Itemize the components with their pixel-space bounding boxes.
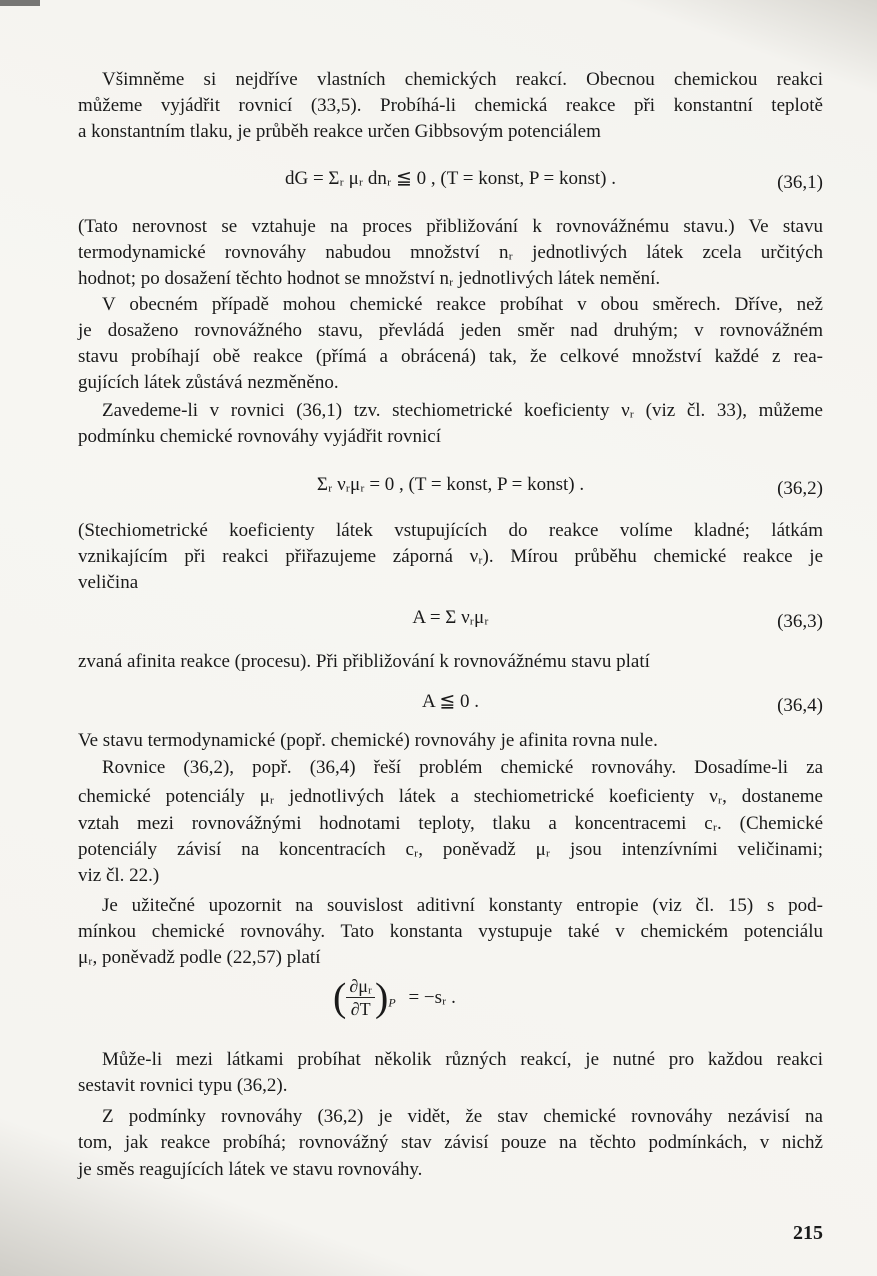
- text-line: V obecném případě mohou chemické reakce probíhat v obou směrech. Dříve, než: [102, 294, 823, 315]
- equation-body: A = Σ νᵣμᵣ: [412, 607, 489, 628]
- text-line: podmínku chemické rovnováhy vyjádřit rovnicí: [78, 426, 442, 447]
- text-line: mínkou chemické rovnováhy. Tato konstanta vystupuje také v chemickém potenciálu: [78, 921, 823, 942]
- subscript: P: [388, 995, 396, 1010]
- left-paren: (: [333, 974, 347, 1020]
- equation-partial-derivative: [78, 975, 823, 1035]
- text-line: veličina: [78, 572, 139, 593]
- equation-number: (36,4): [777, 695, 823, 716]
- text-line: termodynamické rovnováhy nabudou množství nᵣ jednotlivých látek zcela určitých: [78, 242, 823, 263]
- scan-edge-mark: [0, 0, 40, 6]
- text-line: je směs reagujících látek ve stavu rovnováhy.: [78, 1159, 423, 1180]
- text-line: viz čl. 22.): [78, 865, 160, 886]
- equation-body: Σᵣ νᵣμᵣ = 0 , (T = konst, P = konst) .: [316, 474, 585, 495]
- text-line: μᵣ, poněvadž podle (22,57) platí: [78, 947, 321, 968]
- text-line: Ve stavu termodynamické (popř. chemické) rovnováhy je afinita rovna nule.: [78, 730, 658, 751]
- text-line: sestavit rovnici typu (36,2).: [78, 1075, 288, 1096]
- fraction: [346, 975, 375, 1020]
- text-line: stavu probíhají obě reakce (přímá a obrácená) tak, že celkové množství každé z rea-: [78, 346, 823, 367]
- text-line: zvaná afinita reakce (procesu). Při přibližování k rovnovážnému stavu platí: [78, 651, 650, 672]
- text-line: hodnot; po dosažení těchto hodnot se množství nᵣ jednotlivých látek nemění.: [78, 268, 661, 289]
- numerator: ∂μᵣ: [346, 975, 375, 998]
- equation-number: (36,3): [777, 611, 823, 632]
- text-line: (Stechiometrické koeficienty látek vstupujících do reakce volíme kladné; látkám: [78, 520, 823, 541]
- denominator: ∂T: [350, 999, 371, 1019]
- text-line: vztah mezi rovnovážnými hodnotami teploty, tlaku a koncentracemi cᵣ. (Chemické: [78, 813, 823, 834]
- text-line: Je užitečné upozornit na souvislost aditivní konstanty entropie (viz čl. 15) s pod-: [102, 895, 823, 916]
- text-line: chemické potenciály μᵣ jednotlivých látek a stechiometrické koeficienty νᵣ, dostaneme: [78, 786, 823, 807]
- text-line: Z podmínky rovnováhy (36,2) je vidět, že stav chemické rovnováhy nezávisí na: [102, 1106, 823, 1127]
- equation-body: dG = Σᵣ μᵣ dnᵣ ≦ 0 , (T = konst, P = konst) .: [285, 168, 616, 189]
- equation-body: A ≦ 0 .: [421, 691, 480, 712]
- equation-rhs: = −sᵣ .: [408, 986, 456, 1008]
- right-paren: ): [375, 974, 389, 1020]
- equation-36-4: [78, 689, 823, 719]
- equation-36-2: [78, 472, 823, 502]
- text-line: gujících látek zůstává nezměněno.: [78, 372, 339, 393]
- text-line: a konstantním tlaku, je průběh reakce určen Gibbsovým potenciálem: [78, 121, 601, 142]
- equation-36-3: [78, 605, 823, 635]
- text-line: Zavedeme-li v rovnici (36,1) tzv. stechiometrické koeficienty νᵣ (viz čl. 33), můžeme: [102, 400, 823, 421]
- text-line: je dosaženo rovnovážného stavu, převládá jeden směr nad druhým; v rovnovážném: [78, 320, 823, 341]
- text-line: tom, jak reakce probíhá; rovnovážný stav závisí pouze na těchto podmínkách, v nichž: [78, 1132, 823, 1153]
- text-line: Všimněme si nejdříve vlastních chemických reakcí. Obecnou chemickou reakci: [102, 69, 823, 90]
- equation-number: (36,1): [777, 172, 823, 193]
- equation-36-1: [78, 166, 823, 196]
- text-line: Může-li mezi látkami probíhat několik různých reakcí, je nutné pro každou reakci: [102, 1049, 823, 1070]
- text-line: můžeme vyjádřit rovnicí (33,5). Probíhá-li chemická reakce při konstantní teplotě: [78, 95, 823, 116]
- equation-number: (36,2): [777, 478, 823, 499]
- text-line: vznikajícím při reakci přiřazujeme záporná νᵣ). Mírou průběhu chemické reakce je: [78, 546, 823, 567]
- text-line: potenciály závisí na koncentracích cᵣ, poněvadž μᵣ jsou intenzívními veličinami;: [78, 839, 823, 860]
- page-number: 215: [793, 1222, 823, 1244]
- text-line: Rovnice (36,2), popř. (36,4) řeší problém chemické rovnováhy. Dosadíme-li za: [102, 757, 823, 778]
- text-line: (Tato nerovnost se vztahuje na proces přibližování k rovnovážnému stavu.) Ve stavu: [78, 216, 823, 237]
